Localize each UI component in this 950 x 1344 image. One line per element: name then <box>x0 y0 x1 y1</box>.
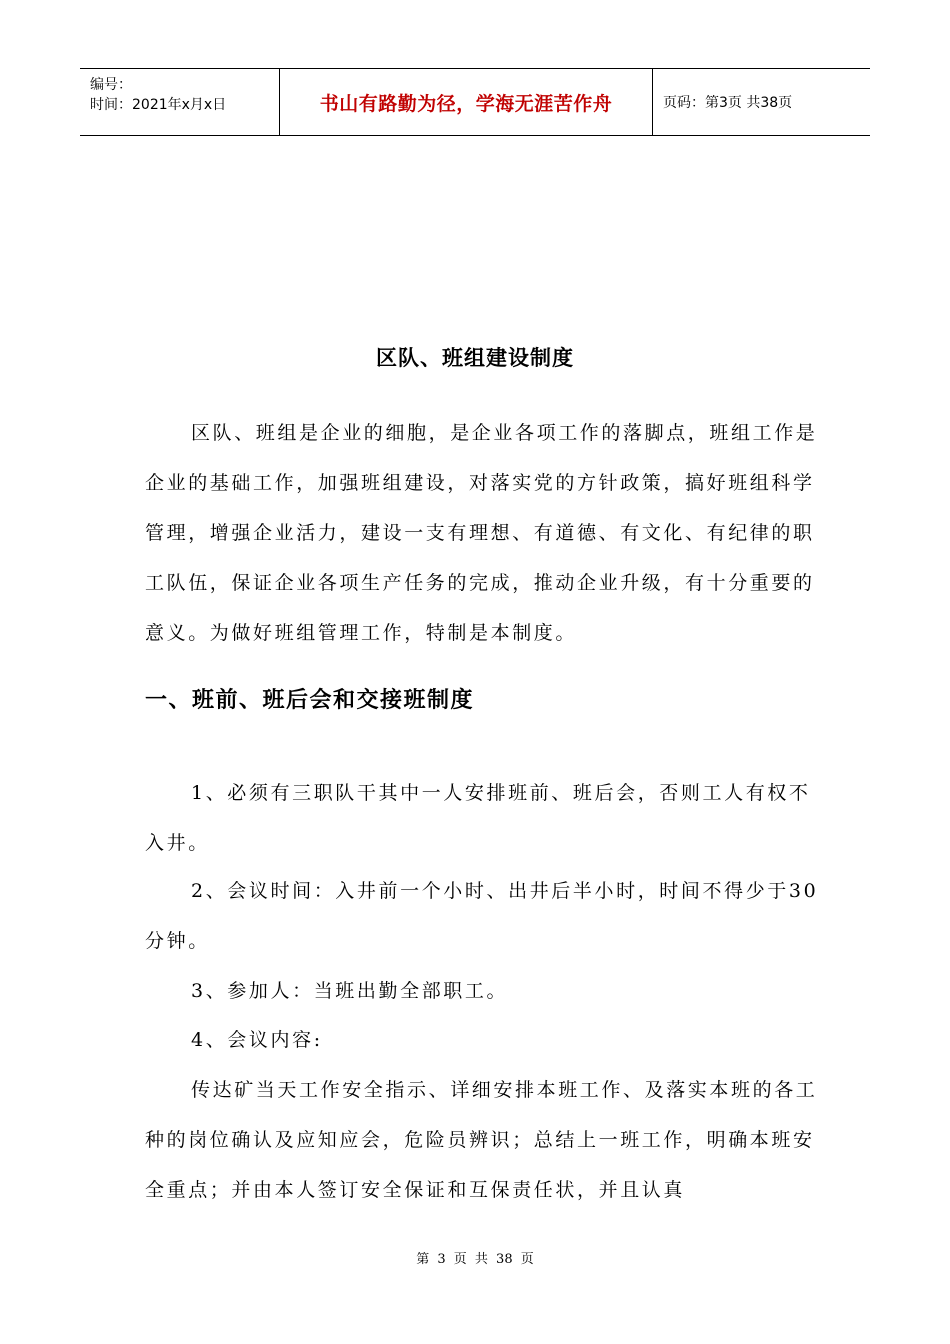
header-motto-cell <box>280 69 653 135</box>
list-item: 传达矿当天工作安全指示、详细安排本班工作、及落实本班的各工种的岗位确认及应知应会，危险员辨识；总结上一班工作，明确本班安全重点；并由本人签订安全保证和互保责任状，并且认真 <box>145 1079 818 1201</box>
document-title: 区队、班组建设制度 <box>376 345 574 370</box>
section-heading: 一、班前、班后会和交接班制度 <box>145 687 475 713</box>
document-time-label: 时间：2021年x月x日 <box>90 97 227 113</box>
list-item: 1、必须有三职队干其中一人安排班前、班后会，否则工人有权不入井。 <box>145 782 811 854</box>
header-page-cell <box>653 69 870 135</box>
header-motto: 书山有路勤为径，学海无涯苦作舟 <box>319 92 613 115</box>
intro-paragraph: 区队、班组是企业的细胞，是企业各项工作的落脚点，班组工作是企业的基础工作，加强班组建设，对落实党的方针政策，搞好班组科学管理，增强企业活力，建设一支有理想、有道德、有文化、有纪律的职工队伍，保证企业各项生产任务的完成，推动企业升级，有十分重要的意义。为做好班组管理工作，特制是本制度。 <box>145 422 818 644</box>
header-meta-cell <box>80 69 280 135</box>
list-item: 4、会议内容: <box>191 1029 323 1051</box>
page-header <box>80 68 870 136</box>
header-page-code: 页码：第3页 共38页 <box>663 95 793 111</box>
list-item: 2、会议时间：入井前一个小时、出井后半小时，时间不得少于30分钟。 <box>145 880 819 952</box>
document-number-label: 编号： <box>90 77 132 93</box>
page-footer: 第 3 页 共 38 页 <box>416 1252 534 1267</box>
list-item: 3、参加人：当班出勤全部职工。 <box>191 980 509 1002</box>
